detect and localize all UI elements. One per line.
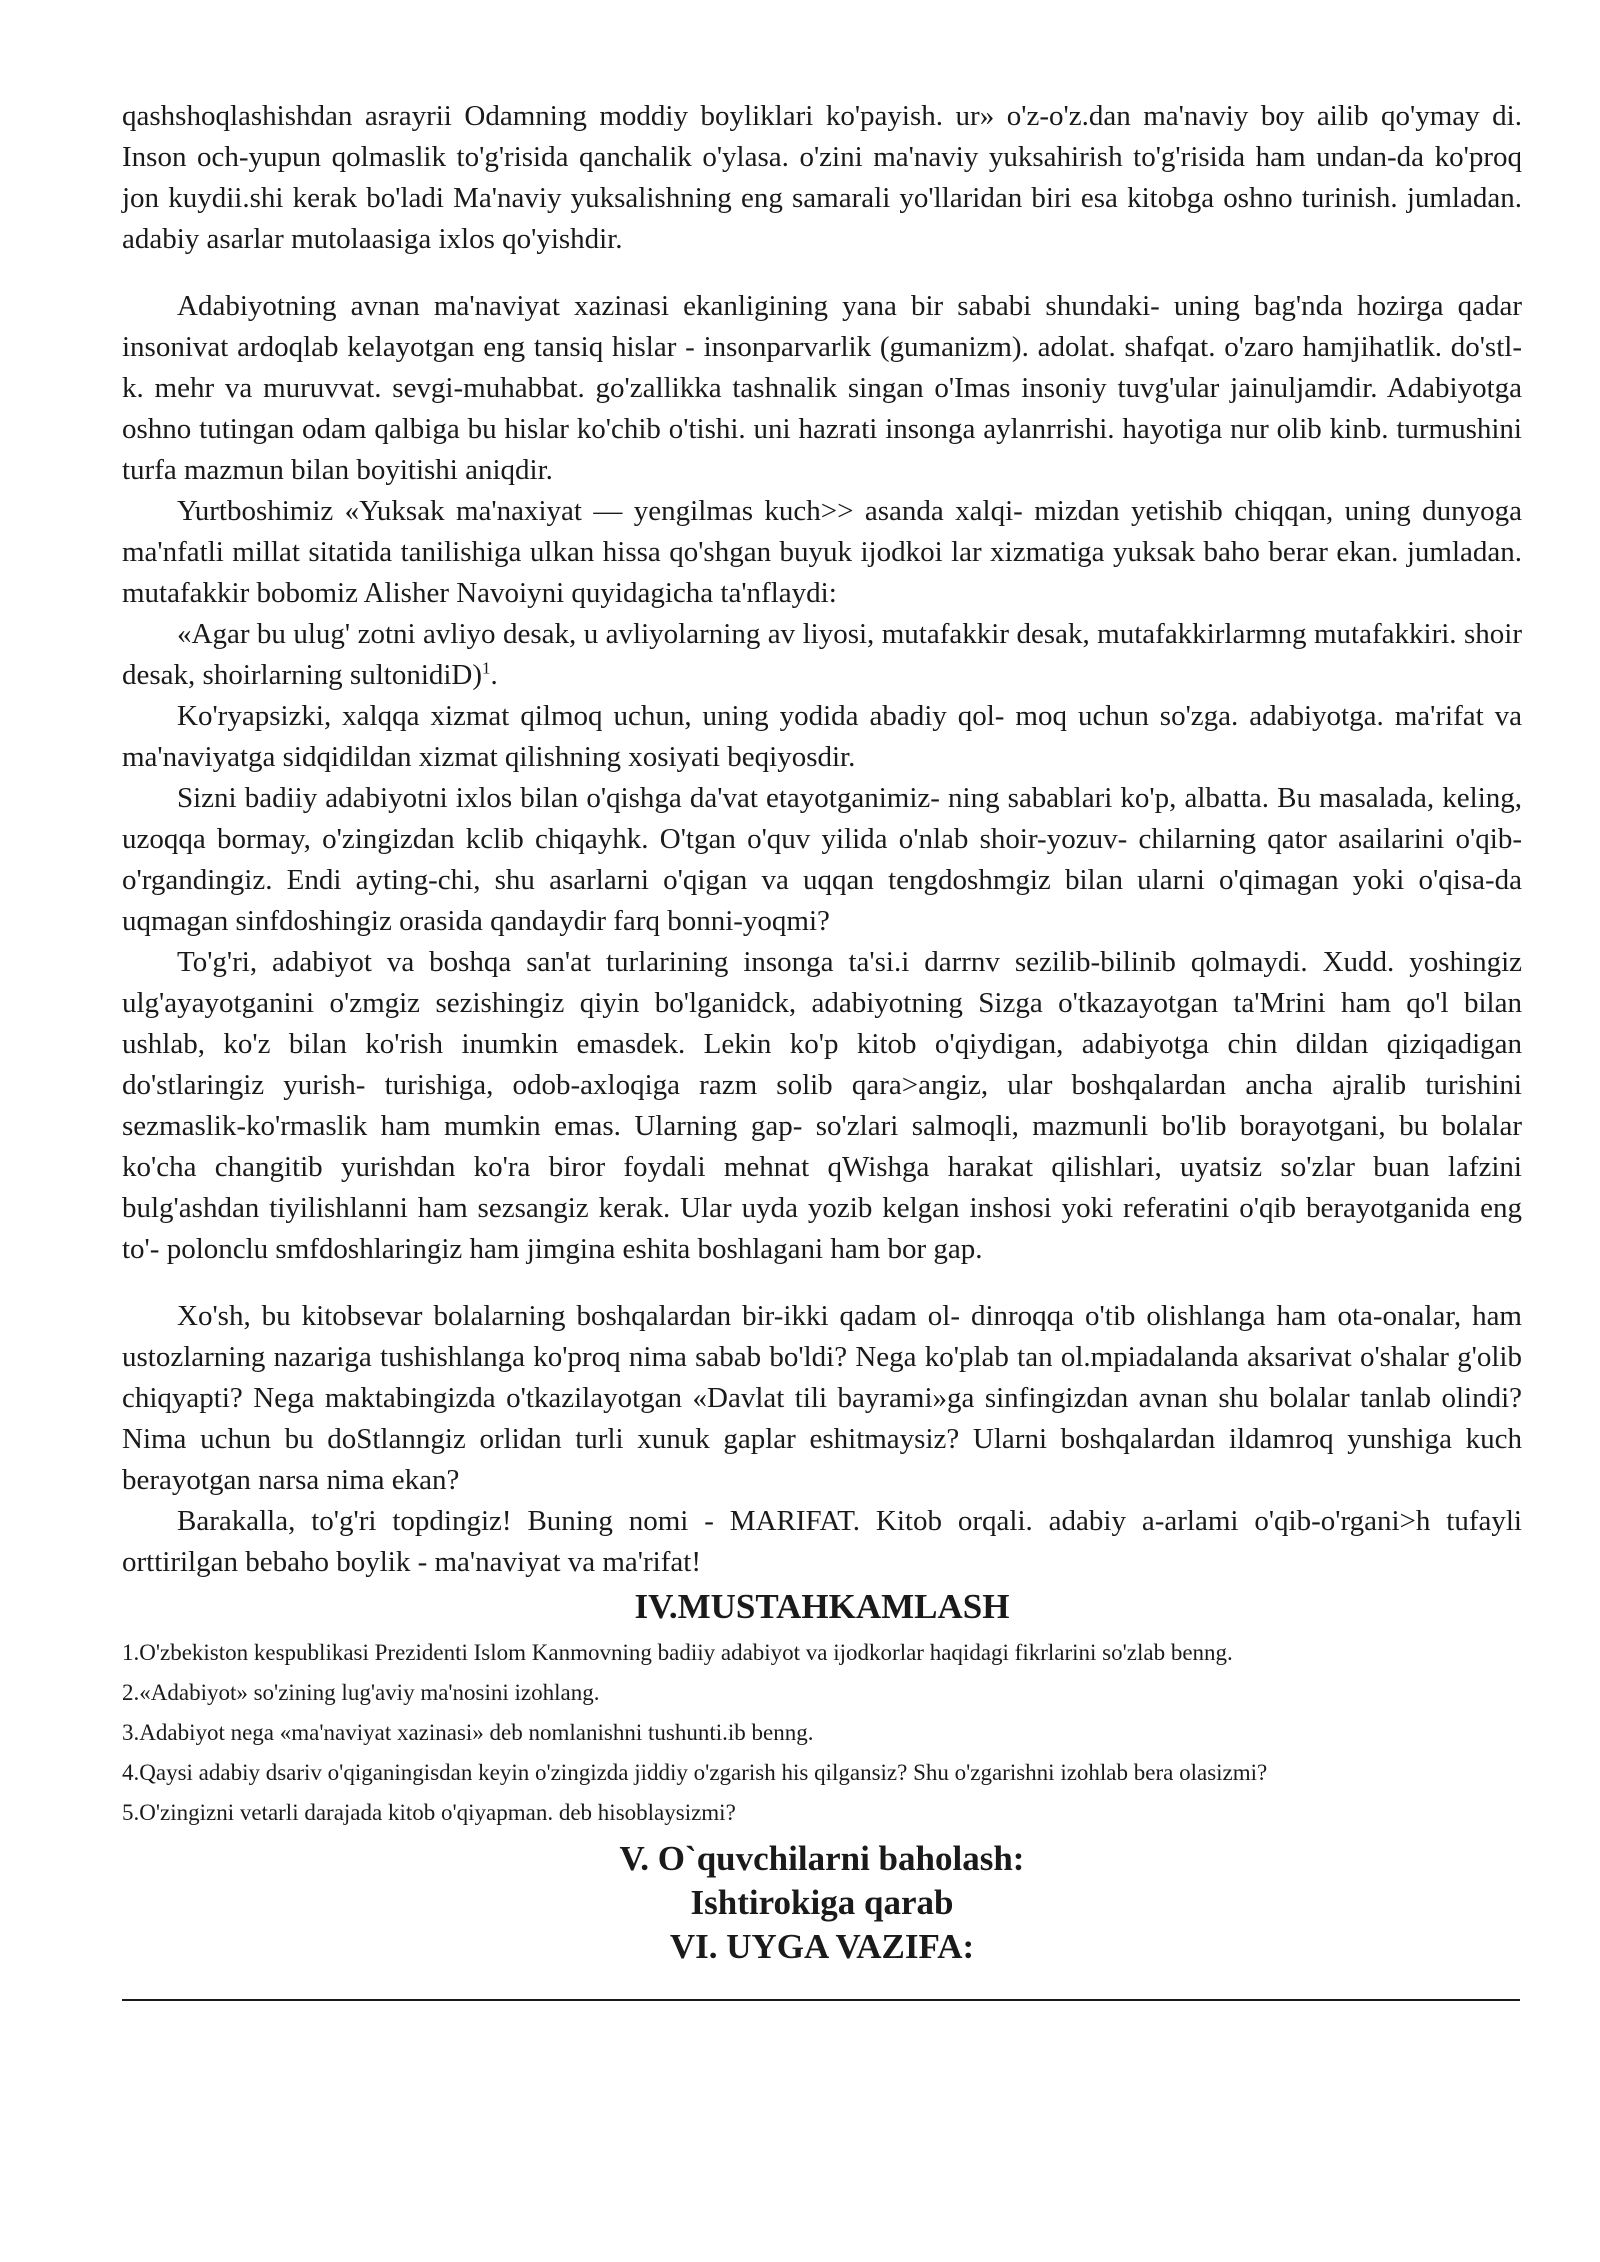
section-5-subheading: Ishtirokiga qarab (690, 1883, 954, 1922)
paragraph-9: Barakalla, to'g'ri topdingiz! Buning nomi - MARIFAT. Kitob orqali. adabiy a-arlami o'qib-o'rgani>h tufayli orttirilgan bebaho boylik - ma'naviyat va ma'rifat! (122, 1505, 1522, 1578)
question-item: 4.Qaysi adabiy dsariv o'qiganingisdan keyin o'zingizda jiddiy o'zgarish his qilgansiz? Shu o'zgarishni izohlab bera olasizmi? (122, 1760, 1268, 1785)
section-4-heading: IV.MUSTAHKAMLASH (634, 1587, 1010, 1626)
document-page (122, 96, 1522, 2001)
paragraph-3: Yurtboshimiz «Yuksak ma'naxiyat — yengilmas kuch>> asanda xalqi- mizdan yetishib chiqqan, uning dunyoga ma'nfatli millat sitatida tanilishiga ulkan hissa qo'shgan buyuk ijodkoi lar xizmatiga yuksak baho berar ekan. jumladan. mutafakkir bobomiz Alisher Navoiyni quyidagicha ta'nflaydi: (122, 495, 1522, 609)
question-item: 5.O'zingizni vetarli darajada kitob o'qiyapman. deb hisoblaysizmi? (122, 1800, 736, 1825)
paragraph-gap (122, 1270, 1522, 1296)
question-list (122, 1633, 1522, 1833)
question-item: 2.«Adabiyot» so'zining lug'aviy ma'nosini izohlang. (122, 1680, 600, 1705)
question-item: 3.Adabiyot nega «ma'naviyat xazinasi» deb nomlanishni tushunti.ib benng. (122, 1720, 814, 1745)
section-5-heading: V. O`quvchilarni baholash: (619, 1839, 1025, 1878)
paragraph-2: Adabiyotning avnan ma'naviyat xazinasi ekanligining yana bir sababi shundaki- uning bag'nda hozirga qadar insonivat ardoqlab kelayotgan eng tansiq hislar - insonparvarlik (gumanizm). adolat. shafqat. o'zaro hamjihatlik. do'stl-k. mehr va muruvvat. sevgi-muhabbat. go'zallikka tashnalik singan o'Imas insoniy tuvg'ular jainuljamdir. Adabiyotga oshno tutingan odam qalbiga bu hislar ko'chib o'tishi. uni hazrati insonga aylanrrishi. hayotiga nur olib kinb. turmushini turfa mazmun bilan boyitishi aniqdir. (122, 290, 1522, 486)
footnote-marker: 1 (482, 658, 491, 678)
answer-line (122, 1999, 1520, 2001)
paragraph-7: To'g'ri, adabiyot va boshqa san'at turlarining insonga ta'si.i darrnv sezilib-bilinib qolmaydi. Xudd. yoshingiz ulg'ayayotganini o'zmgiz sezishingiz qiyin bo'lganidck, adabiyotning Sizga o'tkazayotgan ta'Mrini ham qo'l bilan ushlab, ko'z bilan ko'rish inumkin emasdek. Lekin ko'p kitob o'qiydigan, adabiyotga chin dildan qiziqadigan do'stlaringiz yurish- turishiga, odob-axloqiga razm solib qara>angiz, ular boshqalardan ancha ajralib turishini sezmaslik-ko'rmaslik ham mumkin emas. Ularning gap- so'zlari salmoqli, mazmunli bo'lib borayotgani, bu bolalar ko'cha changitib yurishdan ko'ra biror foydali mehnat qWishga harakat qilishlari, uyatsiz so'zlar buan lafzini bulg'ashdan tiyilishlanni ham sezsangiz kerak. Ular uyda yozib kelgan inshosi yoki referatini o'qib berayotganida eng to'- polonclu smfdoshlaringiz ham jimgina eshita boshlagani ham bor gap. (122, 946, 1522, 1265)
paragraph-6: Sizni badiiy adabiyotni ixlos bilan o'qishga da'vat etayotganimiz- ning sabablari ko'p, albatta. Bu masalada, keling, uzoqqa bormay, o'zingizdan kclib chiqayhk. O'tgan o'quv yilida o'nlab shoir-yozuv- chilarning qator asailarini o'qib-o'rgandingiz. Endi ayting-chi, shu asarlarni o'qigan va uqqan tengdoshmgiz bilan ularni o'qimagan yoki o'qisa-da uqmagan sinfdoshingiz orasida qandaydir farq bonni-yoqmi? (122, 782, 1522, 937)
paragraph-1: qashshoqlashishdan asrayrii Odamning moddiy boyliklari ko'payish. ur» o'z-o'z.dan ma'naviy boy ailib qo'ymay di. Inson och-yupun qolmaslik to'g'risida qanchalik o'ylasa. o'zini ma'naviy yuksahirish to'g'risida ham undan-da ko'proq jon kuydii.shi kerak bo'ladi Ma'naviy yuksalishning eng samarali yo'llaridan biri esa kitobga oshno turinish. jumladan. adabiy asarlar mutolaasiga ixlos qo'yishdir. (122, 100, 1522, 255)
paragraph-8: Xo'sh, bu kitobsevar bolalarning boshqalardan bir-ikki qadam ol- dinroqqa o'tib olishlanga ham ota-onalar, ham ustozlarning nazariga tushishlanga ko'proq nima sabab bo'ldi? Nega ko'plab tan ol.mpiadalanda aksarivat o'shalar g'olib chiqyapti? Nega maktabingizda o'tkazilayotgan «Davlat tili bayrami»ga sinfingizdan avnan shu bolalar tanlab olindi? Nima uchun bu doStlanngiz orlidan turli xunuk gaplar eshitmaysiz? Ularni boshqalardan ildamroq yunshiga kuch berayotgan narsa nima ekan? (122, 1300, 1522, 1496)
quote-text: «Agar bu ulug' zotni avliyo desak, u avliyolarning av liyosi, mutafakkir desak, mutafakkirlarmng mutafakkiri. shoir desak, shoirlarning sultonidiD) (122, 618, 1522, 691)
section-6-heading: VI. UYGA VAZIFA: (669, 1927, 975, 1966)
question-item: 1.O'zbekiston kespublikasi Prezidenti Islom Kanmovning badiiy adabiyot va ijodkorlar haqidagi fikrlarini so'zlab benng. (122, 1640, 1233, 1665)
quote-tail: . (490, 659, 498, 691)
paragraph-gap (122, 260, 1522, 286)
paragraph-5: Ko'ryapsizki, xalqqa xizmat qilmoq uchun, uning yodida abadiy qol- moq uchun so'zga. adabiyotga. ma'rifat va ma'naviyatga sidqidildan xizmat qilishning xosiyati beqiyosdir. (122, 700, 1522, 773)
paragraph-4-quote (122, 614, 1522, 696)
